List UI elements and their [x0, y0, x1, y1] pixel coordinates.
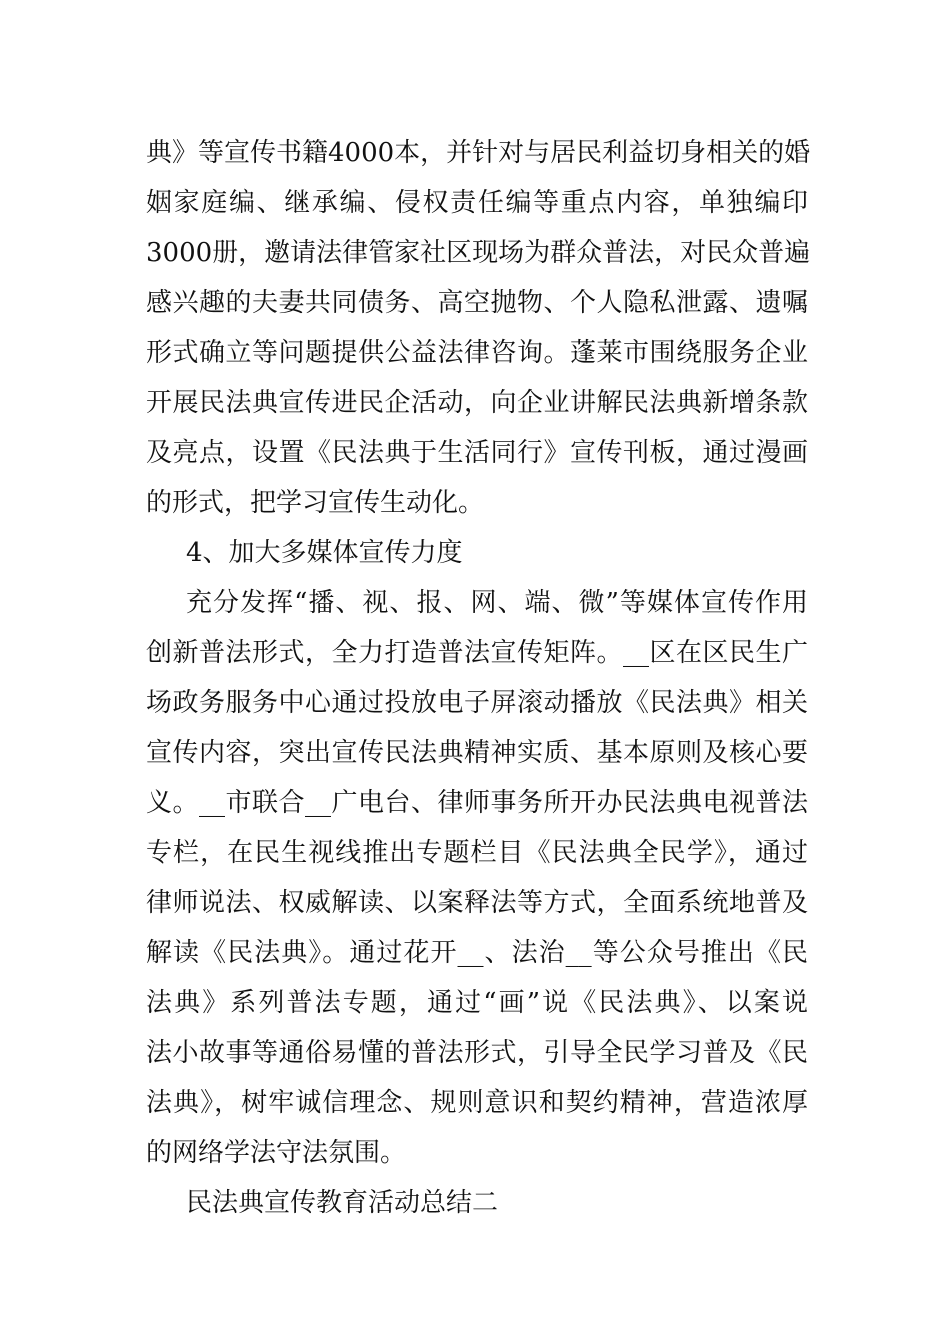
paragraph-2-line-10: 法小故事等通俗易懂的普法形式，引导全民学习普及《民 [146, 1038, 808, 1068]
paragraph-2-line-5: 义。__市联合__广电台、律师事务所开办民法典电视普法 [146, 788, 808, 818]
paragraph-2-line-12: 的网络学法守法氛围。 [146, 1138, 407, 1168]
paragraph-2-line-11: 法典》，树牢诚信理念、规则意识和契约精神，营造浓厚 [146, 1088, 808, 1118]
paragraph-1-line-8: 的形式，把学习宣传生动化。 [146, 488, 485, 518]
paragraph-1-line-3: 3000册，邀请法律管家社区现场为群众普法，对民众普遍 [146, 238, 811, 268]
paragraph-1-line-4: 感兴趣的夫妻共同债务、高空抛物、个人隐私泄露、遗嘱 [146, 288, 808, 318]
paragraph-2-line-1: 充分发挥“播、视、报、网、端、微”等媒体宣传作用 [186, 588, 808, 618]
paragraph-2-line-4: 宣传内容，突出宣传民法典精神实质、基本原则及核心要 [146, 738, 808, 768]
paragraph-1-line-6: 开展民法典宣传进民企活动，向企业讲解民法典新增条款 [146, 388, 808, 418]
paragraph-2-line-3: 场政务服务中心通过投放电子屏滚动播放《民法典》相关 [146, 688, 808, 718]
section-heading-4: 4、加大多媒体宣传力度 [186, 538, 463, 568]
paragraph-1-line-7: 及亮点，设置《民法典于生活同行》宣传刊板，通过漫画 [146, 438, 808, 468]
paragraph-1-line-1: 典》等宣传书籍4000本，并针对与居民利益切身相关的婚 [146, 138, 811, 168]
paragraph-2-line-2: 创新普法形式，全力打造普法宣传矩阵。__区在区民生广 [146, 638, 808, 668]
paragraph-2-line-6: 专栏，在民生视线推出专题栏目《民法典全民学》，通过 [146, 838, 808, 868]
paragraph-2-line-8: 解读《民法典》。通过花开__、法治__等公众号推出《民 [146, 938, 808, 968]
paragraph-1-line-5: 形式确立等问题提供公益法律咨询。蓬莱市围绕服务企业 [146, 338, 808, 368]
paragraph-1-line-2: 姻家庭编、继承编、侵权责任编等重点内容，单独编印 [146, 188, 808, 218]
paragraph-2-line-9: 法典》系列普法专题，通过“画”说《民法典》、以案说 [146, 988, 808, 1018]
section-title: 民法典宣传教育活动总结二 [186, 1188, 499, 1218]
paragraph-2-line-7: 律师说法、权威解读、以案释法等方式，全面系统地普及 [146, 888, 808, 918]
